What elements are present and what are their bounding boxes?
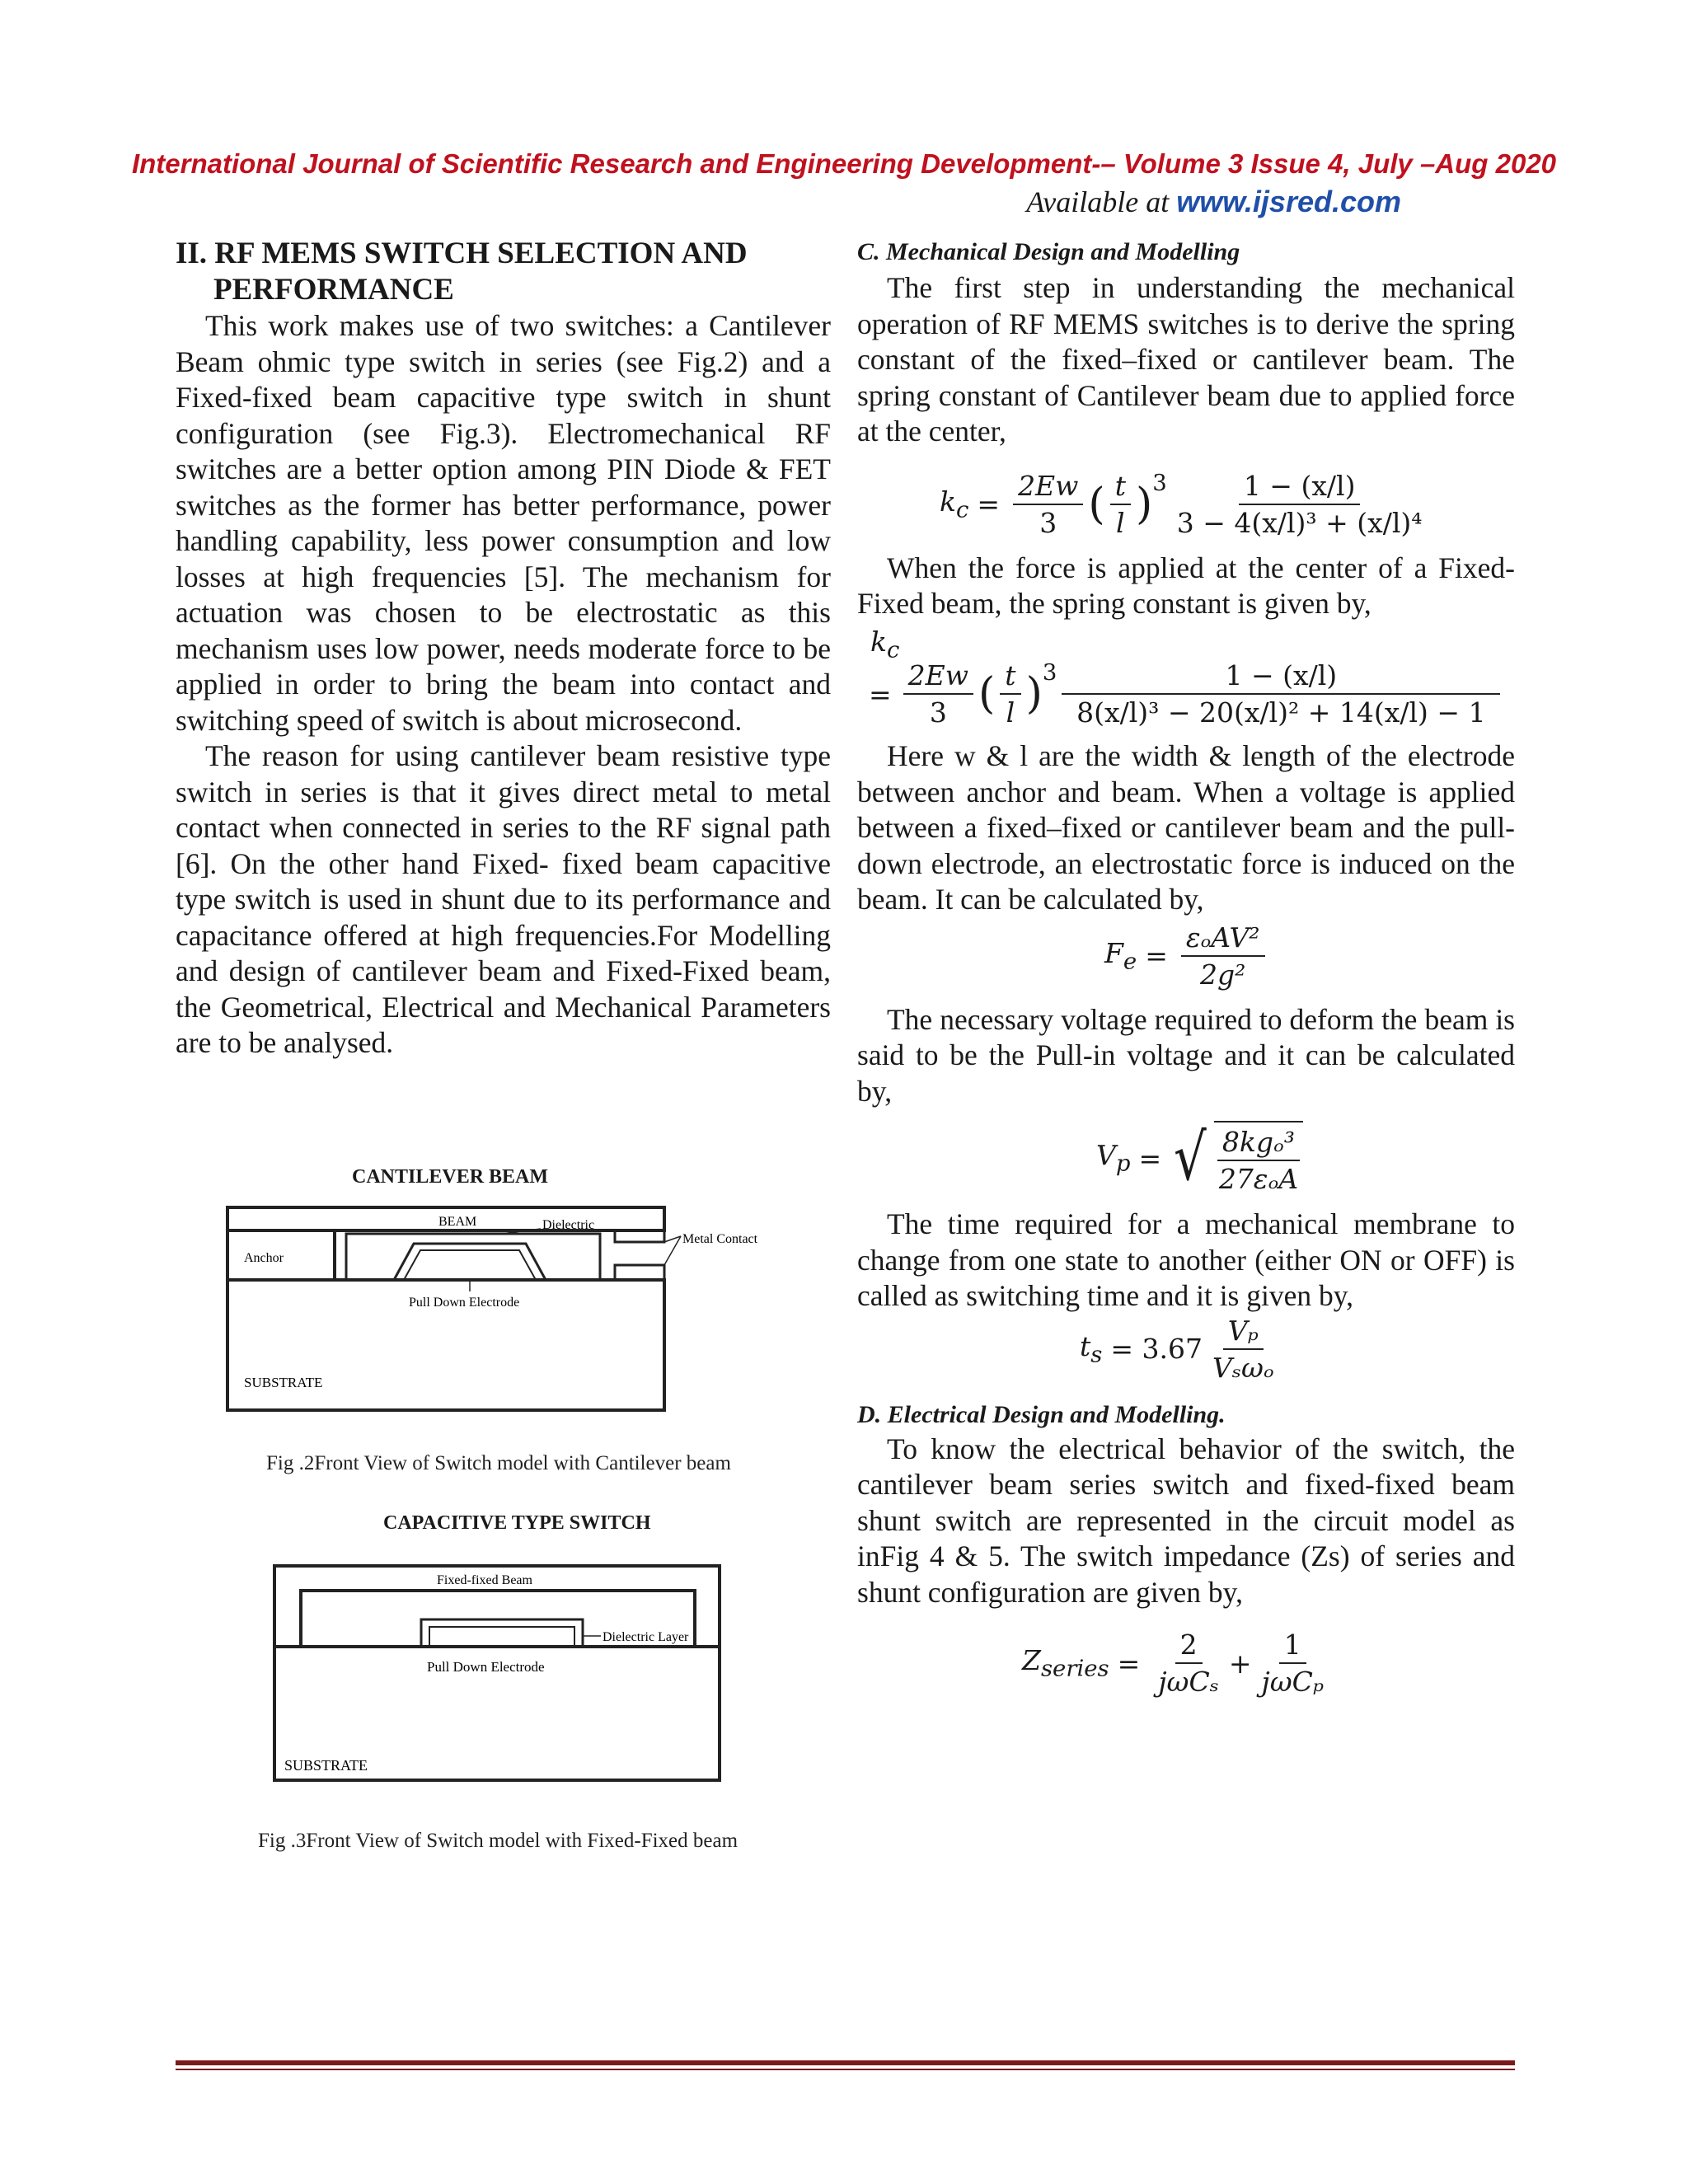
left-column xyxy=(176,236,831,1062)
section-title-line2: PERFORMANCE xyxy=(213,273,454,307)
section-title xyxy=(176,236,831,308)
fig3-substrate-label: SUBSTRATE xyxy=(284,1757,368,1774)
eq-kc-fixed-fixed: $k_c$ = $\frac{2Ew}{3}$ ( $\frac{t}{l}$ ) $^3$ $\frac{1 - (x/l)}{\text{8(x/l)³ − 20(x/l)² + 14(x/l) − 1}}$ xyxy=(857,626,1515,729)
right-paragraph-6: To know the electrical behavior of the switch, the cantilever beam series switch and fixed-fixed beam shunt switch are represented in the circuit model as inFig 4 & 5. The switch impedance (Zs) of series and shunt configuration are given by, xyxy=(857,1432,1515,1609)
fig3-beam-label: Fixed-fixed Beam xyxy=(437,1573,532,1587)
fig2-cantilever-diagram xyxy=(223,1199,791,1418)
eq-switching-time: $t_s$ = 3.67 $\frac{\text{Vₚ}}{\text{Vₛωₒ}}$ xyxy=(1080,1314,1274,1384)
available-at xyxy=(907,185,1401,219)
footer-rule-thick xyxy=(176,2060,1515,2065)
journal-header: International Journal of Scientific Research and Engineering Development-– Volume 3 Issue 4, July –Aug 2020 xyxy=(131,148,1557,179)
fig3-pull-down-label: Pull Down Electrode xyxy=(427,1659,545,1675)
left-paragraph-2: The reason for using cantilever beam resistive type switch in series is that it gives direct metal to metal contact when connected in series to the RF signal path [6]. On the other hand Fixed- fixed beam capacitive type switch is used in shunt due to its performance and capacitance offered at high frequencies.For Modelling and design of cantilever beam and Fixed-Fixed beam, the Geometrical, Electrical and Mechanical Parameters are to be analysed. xyxy=(176,739,831,1059)
fig2-metal-contact-label: Metal Contact xyxy=(682,1232,758,1246)
eq-series-impedance: $Z_{series}$ = $\frac{2}{\text{jωCₛ}}$ + $\frac{1}{\text{jωCₚ}}$ xyxy=(1022,1629,1325,1699)
fig3-dielectric-label: Dielectric Layer xyxy=(603,1630,689,1644)
right-column xyxy=(857,236,1515,1698)
left-paragraph-1: This work makes use of two switches: a Cantilever Beam ohmic type switch in series (see Fig.2) and a Fixed-fixed beam capacitive type switch in shunt configuration (see Fig.3). Electromechanical RF switches are a better option among PIN Diode & FET switches as the former has better performance, power handling capability, less power consumption and low losses at high frequencies [5]. The mechanism for actuation was chosen to be electrostatic as this mechanism uses low power, needs moderate force to be applied in order to bring the beam into contact and switching speed of switch is about microsecond. xyxy=(176,309,831,737)
fig2-substrate-label: SUBSTRATE xyxy=(244,1375,323,1390)
fig2-anchor-label: Anchor xyxy=(244,1251,284,1265)
footer-rule-thin xyxy=(176,2069,1515,2070)
eq-kc-cantilever: $k_c$ = $\frac{2Ew}{3}$ ( $\frac{t}{l}$ ) $^3$ $\frac{1 - (x/l)}{\text{3 − 4(x/l)³ + (x/l)⁴}}$ xyxy=(940,469,1423,539)
eq-pull-in-voltage: $V_p$ = √ $\frac{\text{8kgₒ³}}{\text{27εₒA}}$ xyxy=(1096,1121,1515,1195)
fig2-caption: Fig .2Front View of Switch model with Cantilever beam xyxy=(266,1452,731,1474)
eq-electrostatic-force: $F_e$ = $\frac{\text{εₒAV²}}{\text{2g²}}$ xyxy=(1104,921,1515,991)
right-paragraph-5: The time required for a mechanical membrane to change from one state to another (either ON or OFF) is called as switching time and it is given by, xyxy=(857,1207,1515,1313)
right-paragraph-2: When the force is applied at the center of a Fixed-Fixed beam, the spring constant is given by, xyxy=(857,551,1515,620)
fig2-title: CANTILEVER BEAM xyxy=(352,1166,549,1188)
fig2-pull-down-label: Pull Down Electrode xyxy=(409,1296,520,1310)
subsection-c-title: C. Mechanical Design and Modelling xyxy=(857,238,1240,265)
section-title-line1: II. RF MEMS SWITCH SELECTION AND xyxy=(176,237,748,270)
right-paragraph-4: The necessary voltage required to deform the beam is said to be the Pull-in voltage and it can be calculated by, xyxy=(857,1002,1515,1108)
fig3-title: CAPACITIVE TYPE SWITCH xyxy=(383,1512,651,1534)
subsection-d-title: D. Electrical Design and Modelling. xyxy=(857,1400,1226,1428)
journal-url-link[interactable]: www.ijsred.com xyxy=(1176,185,1401,218)
available-prefix: Available at xyxy=(1026,185,1177,218)
fig3-capacitive-diagram xyxy=(268,1558,738,1793)
fig3-caption: Fig .3Front View of Switch model with Fixed-Fixed beam xyxy=(258,1830,738,1852)
right-paragraph-1: The first step in understanding the mechanical operation of RF MEMS switches is to derive the spring constant of the fixed–fixed or cantilever beam. The spring constant of Cantilever beam due to applied force at the center, xyxy=(857,271,1515,448)
fig2-beam-label: BEAM xyxy=(438,1215,477,1229)
right-paragraph-3: Here w & l are the width & length of the electrode between anchor and beam. When a voltage is applied between a fixed–fixed or cantilever beam and the pull-down electrode, an electrostatic force is induced on the beam. It can be calculated by, xyxy=(857,739,1515,916)
fig2-dielectric-label: Dielectric xyxy=(542,1218,595,1232)
